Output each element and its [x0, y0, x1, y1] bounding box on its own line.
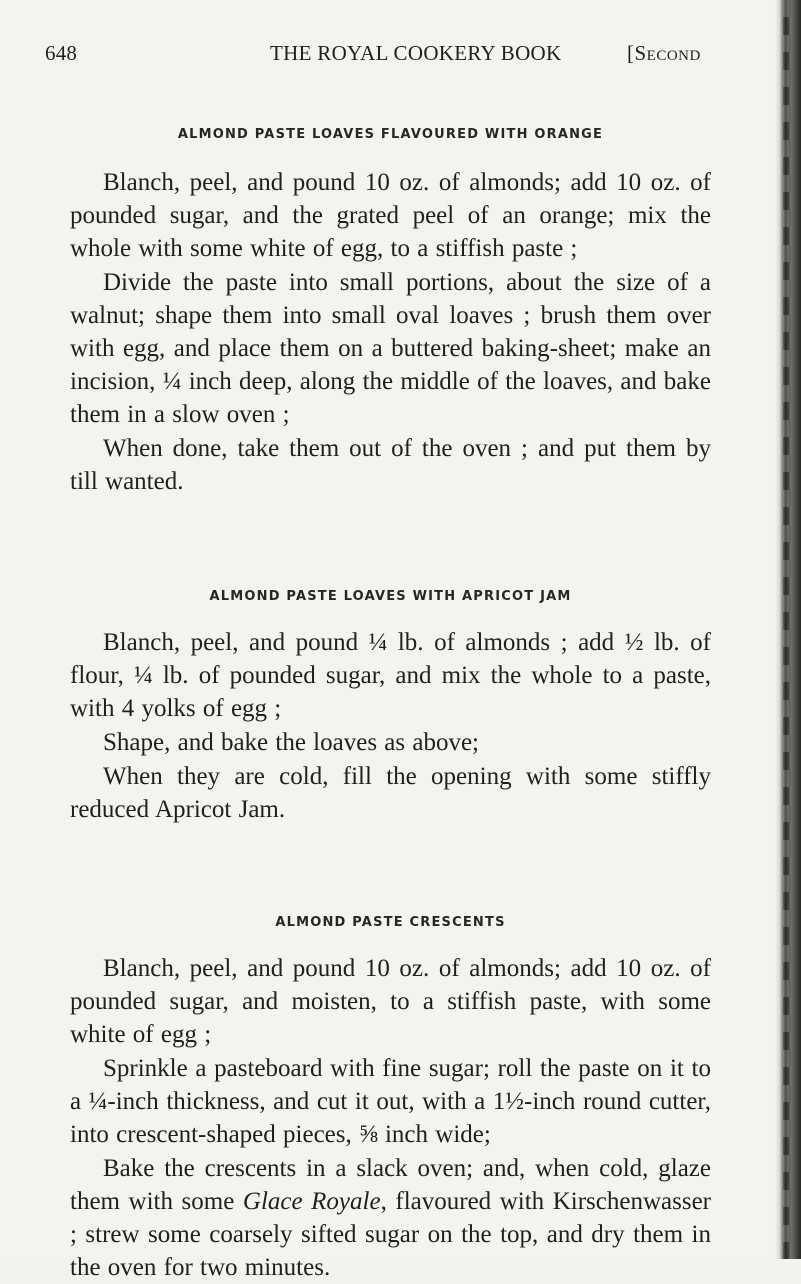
recipe-paragraph: Blanch, peel, and pound 10 oz. of almonds; add 10 oz. of pounded sugar, and the grated peel of an orange; mix the whole with some white of egg, to a stiffish paste ; — [70, 169, 711, 262]
recipe-paragraph: Blanch, peel, and pound 10 oz. of almonds; add 10 oz. of pounded sugar, and moisten, to a stiffish paste, with some white of egg ; — [70, 955, 711, 1048]
recipe-content — [70, 126, 711, 1284]
recipe-title: ALMOND PASTE CRESCENTS — [275, 915, 506, 930]
recipe-almond-paste-loaves-orange — [70, 126, 711, 498]
recipe-paragraph-final — [70, 1152, 711, 1284]
recipe-almond-paste-crescents — [70, 914, 711, 1284]
recipe-paragraph: When they are cold, fill the opening with some stiffly reduced Apricot Jam. — [70, 763, 711, 823]
italic-recipe-name: Glace Royale — [242, 1188, 381, 1215]
recipe-almond-paste-loaves-apricot — [70, 588, 711, 826]
page-binding-edge — [775, 0, 801, 1259]
recipe-paragraph: Shape, and bake the loaves as above; — [103, 729, 480, 756]
recipe-title: ALMOND PASTE LOAVES FLAVOURED WITH ORANGE — [177, 127, 604, 142]
page-header — [45, 38, 712, 68]
text-before-italic: Bake the crescents in a slack oven; and, when cold, glaze them with some — [70, 1155, 711, 1215]
recipe-paragraph: Divide the paste into small portions, about the size of a walnut; shape them into small oval loaves ; brush them over with egg, and place them on a buttered baking-sheet; make an incision, ¼ inch deep, along the middle of the loaves, and bake them in a slow oven ; — [70, 269, 711, 428]
text-after-italic: , flavoured with Kirschenwasser ; strew some coarsely sifted sugar on the top, and dry them in the oven for two minutes. — [70, 1188, 711, 1281]
running-title: THE ROYAL COOKERY BOOK — [270, 41, 562, 65]
recipe-paragraph: Sprinkle a pasteboard with fine sugar; roll the paste on it to a ¼-inch thickness, and cut it out, with a 1½-inch round cutter, into crescent-shaped pieces, ⅝ inch wide; — [70, 1055, 711, 1148]
section-mark: [Second — [627, 41, 701, 65]
recipe-paragraph: Blanch, peel, and pound ¼ lb. of almonds ; add ½ lb. of flour, ¼ lb. of pounded sugar, and mix the whole to a paste, with 4 yolks of egg ; — [70, 629, 711, 722]
page-number: 648 — [45, 41, 78, 65]
recipe-paragraph: When done, take them out of the oven ; and put them by till wanted. — [70, 435, 711, 495]
recipe-title: ALMOND PASTE LOAVES WITH APRICOT JAM — [209, 589, 572, 604]
